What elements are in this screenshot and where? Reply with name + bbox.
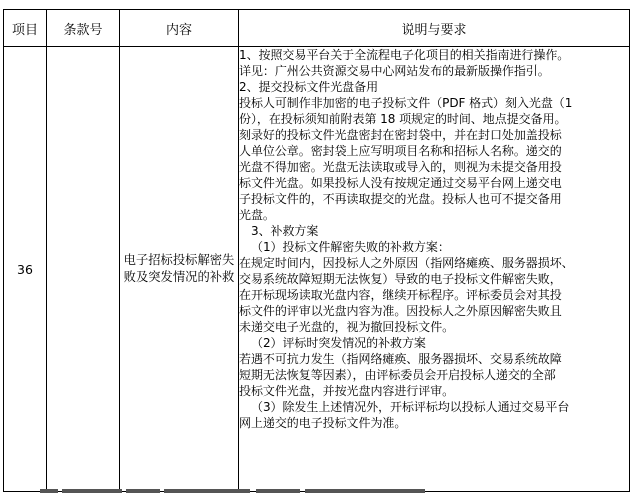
desc-line: 2、提交投标文件光盘备用 xyxy=(239,80,379,94)
desc-line: 在规定时间内，因投标人之外原因（指网络瘫痪、服务器损坏、 xyxy=(239,256,574,270)
desc-line: 3、补救方案 xyxy=(251,224,319,238)
header-row xyxy=(4,10,630,47)
desc-line: 短期无法恢复等因素），由评标委员会开启投标人递交的全部 xyxy=(239,368,556,382)
desc-line: 刻录好的投标文件光盘密封在密封袋中，并在封口处加盖投标 xyxy=(239,128,562,142)
header-content: 内容 xyxy=(120,10,239,47)
desc-line: 未递交电子光盘的，视为撤回投标文件。 xyxy=(239,320,455,334)
desc-line: 详见：广州公共资源交易中心网站发布的最新版操作指引。 xyxy=(239,64,550,78)
desc-line: 若遇不可抗力发生（指网络瘫痪、服务器损坏、交易系统故障 xyxy=(239,352,562,366)
desc-line: 人单位公章。密封袋上应写明项目名称和招标人名称。递交的 xyxy=(239,144,562,158)
desc-line: 光盘不得加密。光盘无法读取或导入的，则视为未提交备用投 xyxy=(239,160,562,174)
desc-line: 光盘。 xyxy=(239,208,275,222)
desc-line: 交易系统故障短期无法恢复）导致的电子投标文件解密失败， xyxy=(239,272,562,286)
desc-line: （3）除发生上述情况外，开标评标均以投标人通过交易平台 xyxy=(251,400,570,414)
header-description: 说明与要求 xyxy=(239,10,630,47)
cell-content: 电子招标投标解密失败及突发情况的补救 xyxy=(120,47,239,492)
desc-line: （2）评标时突发情况的补救方案 xyxy=(251,336,426,350)
desc-line: 投标文件光盘，并按光盘内容进行评审。 xyxy=(239,384,455,398)
cell-description xyxy=(239,47,630,492)
desc-line: （1）投标文件解密失败的补救方案： xyxy=(251,240,450,254)
cell-clause xyxy=(47,47,120,492)
desc-line: 在开标现场读取光盘内容，继续开标程序。评标委员会对其投 xyxy=(239,288,562,302)
desc-line: 份），在投标须知前附表第 18 项规定的时间、地点提交备用。 xyxy=(239,112,567,126)
desc-line: 1、按照交易平台关于全流程电子化项目的相关指南进行操作。 xyxy=(239,48,570,62)
desc-line: 标文件的评审以光盘内容为准。因投标人之外原因解密失败且 xyxy=(239,304,562,318)
desc-line: 投标人可制作非加密的电子投标文件（PDF 格式）刻入光盘（1 xyxy=(239,96,573,110)
table-row xyxy=(4,47,630,492)
next-row-text-fragment xyxy=(0,489,631,493)
header-clause: 条款号 xyxy=(47,10,120,47)
requirements-table xyxy=(3,9,630,492)
desc-line: 网上递交的电子投标文件为准。 xyxy=(239,416,407,430)
desc-line: 标文件光盘。如果投标人没有按规定通过交易平台网上递交电 xyxy=(239,176,562,190)
header-item: 项目 xyxy=(4,10,47,47)
desc-line: 子投标文件的，不再读取提交的光盘。投标人也可不提交备用 xyxy=(239,192,562,206)
cell-item-number: 36 xyxy=(4,47,47,492)
